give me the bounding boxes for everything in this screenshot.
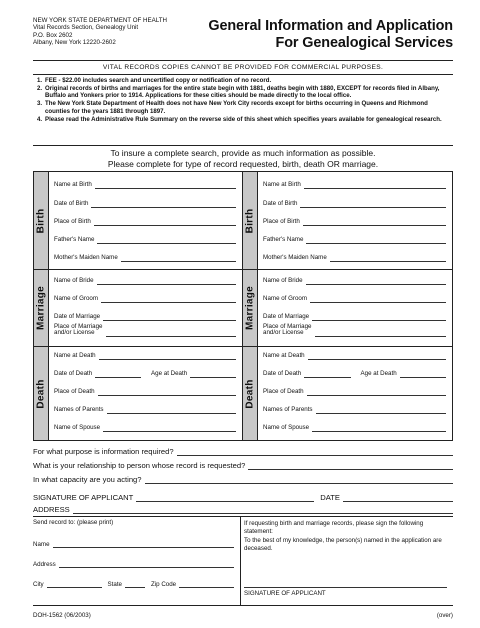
name-at-death-field[interactable]: Name at Death — [54, 351, 236, 360]
place-of-death-field[interactable]: Place of Death — [54, 387, 236, 396]
instructions-line-2: Please complete for type of record requested, birth, death OR marriage. — [107, 158, 379, 169]
relationship-field[interactable]: What is your relationship to person whose record is requested? — [33, 460, 453, 470]
death-panel-right — [243, 347, 452, 440]
birth-band — [34, 172, 49, 269]
names-of-parents-field[interactable]: Names of Parents — [263, 405, 446, 414]
form-header — [33, 17, 453, 61]
name-of-spouse-field[interactable]: Name of Spouse — [54, 423, 236, 432]
rule-text: The New York State Department of Health does not have New York City records except for births occurring in Queens and Richmond counties for the years 1881 through 1897. — [45, 100, 428, 115]
commercial-notice: VITAL RECORDS COPIES CANNOT BE PROVIDED FOR COMMERCIAL PURPOSES. — [102, 64, 384, 71]
date-line[interactable] — [343, 495, 453, 502]
death-section — [34, 347, 452, 440]
purpose-field[interactable]: For what purpose is information required? — [33, 446, 453, 456]
mothers-maiden-name-field[interactable]: Mother's Maiden Name — [54, 253, 236, 262]
marriage-panel-right — [243, 270, 452, 346]
agency-unit: Vital Records Section, Genealogy Unit — [33, 24, 139, 32]
mail-address-field[interactable]: Address — [33, 559, 234, 568]
marriage-panel-left — [34, 270, 243, 346]
statement-instruction: If requesting birth and marriage records, please sign the following statement: — [244, 520, 424, 535]
signature-date-row[interactable] — [33, 492, 453, 502]
place-of-death-field[interactable]: Place of Death — [263, 387, 446, 396]
place-of-marriage-field[interactable]: Place of Marriage and/or License — [54, 322, 236, 337]
marriage-band — [243, 270, 258, 346]
agency-po-box: P.O. Box 2602 — [33, 31, 73, 39]
birth-band — [243, 172, 258, 269]
age-at-death-label: Age at Death — [151, 370, 188, 377]
marriage-band — [34, 270, 49, 346]
notice-divider — [33, 74, 453, 75]
header-divider — [33, 60, 453, 61]
mothers-maiden-name-field[interactable]: Mother's Maiden Name — [263, 253, 446, 262]
fathers-name-field[interactable]: Father's Name — [263, 235, 446, 244]
death-panel-left — [34, 347, 243, 440]
rule-text: Original records of births and marriages for the entire state begin with 1881, deaths begin with 1880, EXCEPT for records filed in Albany, Buffalo and Yonkers prior to 1914. Applications for these cities should be made directly to the local office. — [45, 84, 440, 100]
title-line-1: General Information and Application — [208, 18, 453, 34]
place-of-birth-field[interactable]: Place of Birth — [263, 217, 446, 226]
date-label: DATE — [320, 493, 340, 502]
date-of-marriage-field[interactable]: Date of Marriage — [54, 312, 236, 321]
death-band — [243, 347, 258, 440]
marriage-label: Marriage — [35, 285, 47, 331]
rule-item: 2. Original records of births and marriages for the entire state begin with 1881, deaths begin with 1880, EXCEPT for records filed in Albany, Buffalo and Yonkers prior to 1914. Applications for these cities should be made directly to the local office. — [37, 84, 440, 100]
send-record-to-box — [33, 517, 241, 605]
name-of-bride-field[interactable]: Name of Bride — [263, 276, 446, 285]
capacity-field[interactable]: In what capacity are you acting? — [33, 474, 453, 484]
name-of-groom-field[interactable]: Name of Groom — [263, 294, 446, 303]
mailing-section — [33, 516, 453, 606]
city-line[interactable] — [47, 582, 102, 588]
rule-text: FEE - $22.00 includes search and uncertified copy or notification of no record. — [45, 77, 272, 84]
rule-item: 4. Please read the Administrative Rule Summary on the reverse side of this sheet which specifies years available for genealogical research. — [37, 115, 442, 123]
name-at-birth-field[interactable]: Name at Birth — [263, 180, 446, 189]
instructions — [33, 148, 453, 169]
name-at-death-field[interactable]: Name at Death — [263, 351, 446, 360]
state-line[interactable] — [125, 582, 145, 588]
title-line-2: For Genealogical Services — [275, 35, 453, 51]
place-of-birth-field[interactable]: Place of Birth — [54, 217, 236, 226]
signature-line[interactable] — [136, 495, 314, 502]
date-of-death-field[interactable]: Date of Death Age at Death — [263, 369, 446, 378]
birth-panel-left — [34, 172, 243, 269]
rules-list — [37, 77, 453, 123]
birth-label: Birth — [35, 208, 47, 233]
rule-item: 1. FEE - $22.00 includes search and uncertified copy or notification of no record. — [37, 77, 272, 84]
statement-signature-label: SIGNATURE OF APPLICANT — [244, 590, 326, 597]
form-number: DOH-1562 (06/2003) — [33, 612, 91, 619]
address-field[interactable]: ADDRESS — [33, 504, 453, 514]
deceased-statement-box — [241, 517, 453, 605]
statement-text: To the best of my knowledge, the person(s) named in the application are deceased. — [244, 537, 442, 552]
name-of-spouse-field[interactable]: Name of Spouse — [263, 423, 446, 432]
rule-item: 3. The New York State Department of Health does not have New York City records except for births occurring in Queens and Richmond counties for the years 1881 through 1897. — [37, 100, 428, 115]
death-label: Death — [35, 378, 47, 409]
over-note: (over) — [436, 612, 453, 619]
date-of-birth-field[interactable]: Date of Birth — [54, 199, 236, 208]
date-of-death-field[interactable]: Date of Death Age at Death — [54, 369, 236, 378]
agency-address — [33, 17, 167, 46]
record-grid — [33, 171, 453, 441]
name-at-birth-field[interactable]: Name at Birth — [54, 180, 236, 189]
names-of-parents-field[interactable]: Names of Parents — [54, 405, 236, 414]
death-band — [34, 347, 49, 440]
agency-name: NEW YORK STATE DEPARTMENT OF HEALTH — [33, 17, 167, 24]
marriage-section — [34, 270, 452, 347]
send-to-heading: Send record to: (please print) — [33, 519, 114, 526]
signature-label: SIGNATURE OF APPLICANT — [33, 493, 134, 502]
agency-city: Albany, New York 12220-2602 — [33, 38, 116, 46]
birth-panel-right — [243, 172, 452, 269]
mail-name-field[interactable]: Name — [33, 539, 234, 548]
birth-label: Birth — [244, 208, 256, 233]
form-title — [208, 18, 453, 52]
name-of-bride-field[interactable]: Name of Bride — [54, 276, 236, 285]
marriage-label: Marriage — [244, 285, 256, 331]
statement-signature-line[interactable] — [244, 587, 447, 588]
date-of-birth-field[interactable]: Date of Birth — [263, 199, 446, 208]
instructions-line-1: To insure a complete search, provide as much information as possible. — [110, 148, 376, 158]
rules-divider — [33, 145, 453, 146]
date-of-marriage-field[interactable]: Date of Marriage — [263, 312, 446, 321]
rule-text: Please read the Administrative Rule Summary on the reverse side of this sheet which specifies years available for genealogical research. — [45, 115, 442, 123]
birth-section — [34, 172, 452, 270]
fathers-name-field[interactable]: Father's Name — [54, 235, 236, 244]
mail-city-state-zip[interactable]: City State Zip Code — [33, 579, 234, 588]
zip-line[interactable] — [179, 582, 234, 588]
death-label: Death — [244, 378, 256, 409]
place-of-marriage-field[interactable]: Place of Marriage and/or License — [263, 322, 446, 337]
name-of-groom-field[interactable]: Name of Groom — [54, 294, 236, 303]
age-at-death-label: Age at Death — [360, 370, 397, 377]
